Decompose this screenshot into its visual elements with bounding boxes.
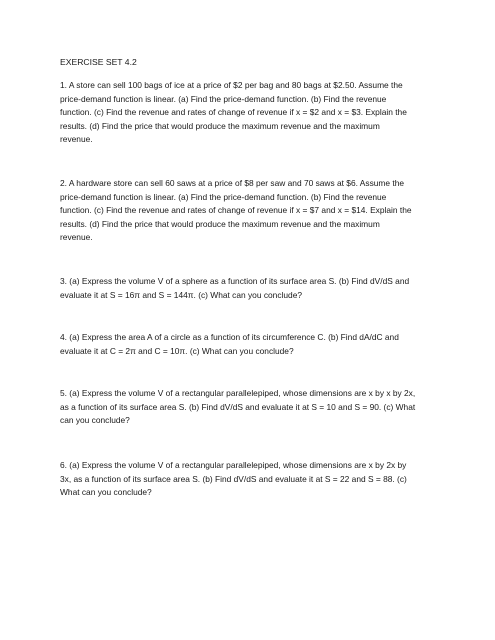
problem-line: 6. (a) Express the volume V of a rectangular parallelepiped, whose dimensions are x by 2x by xyxy=(60,460,407,470)
exercise-set-title: EXERCISE SET 4.2 xyxy=(60,57,137,67)
problem-line: price-demand function is linear. (a) Find the price-demand function. (b) Find the revenue xyxy=(60,93,387,104)
problem-5 xyxy=(60,387,436,428)
problem-line: as a function of its surface area S. (b) Find dV/dS and evaluate it at S = 10 and S = 90. (c) What xyxy=(60,401,416,412)
problem-line: revenue. xyxy=(60,134,93,145)
problem-line: What can you conclude? xyxy=(60,487,152,498)
problem-line: 3. (a) Express the volume V of a sphere as a function of its surface area S. (b) Find dV/dS and xyxy=(60,276,410,286)
problem-line: price-demand function is linear. (a) Find the price-demand function. (b) Find the revenue xyxy=(60,191,387,202)
problem-line: 1. A store can sell 100 bags of ice at a price of $2 per bag and 80 bags at $2.50. Assume the xyxy=(60,80,403,90)
problem-line: function. (c) Find the revenue and rates of change of revenue if x = $7 and x = $14. Explain the xyxy=(60,205,412,216)
problem-line: 3x, as a function of its surface area S. (b) Find dV/dS and evaluate it at S = 22 and S = 88. (c) xyxy=(60,473,407,484)
problem-4 xyxy=(60,331,436,358)
problem-line: can you conclude? xyxy=(60,415,130,426)
problem-6 xyxy=(60,459,436,500)
problem-line: evaluate it at S = 16π and S = 144π. (c) What can you conclude? xyxy=(60,289,303,300)
problem-line: 5. (a) Express the volume V of a rectangular parallelepiped, whose dimensions are x by x by 2x, xyxy=(60,388,416,398)
problem-1 xyxy=(60,79,436,147)
problem-line: results. (d) Find the price that would produce the maximum revenue and the maximum xyxy=(60,218,380,229)
problem-line: function. (c) Find the revenue and rates of change of revenue if x = $2 and x = $3. Explain the xyxy=(60,107,407,118)
problem-line: evaluate it at C = 2π and C = 10π. (c) What can you conclude? xyxy=(60,345,294,356)
problem-line: results. (d) Find the price that would produce the maximum revenue and the maximum xyxy=(60,120,380,131)
problem-line: revenue. xyxy=(60,232,93,243)
problem-line: 4. (a) Express the area A of a circle as a function of its circumference C. (b) Find dA/dC and xyxy=(60,332,399,342)
problem-3 xyxy=(60,275,436,302)
problem-line: 2. A hardware store can sell 60 saws at a price of $8 per saw and 70 saws at $6. Assume the xyxy=(60,178,405,188)
problem-2 xyxy=(60,177,436,245)
